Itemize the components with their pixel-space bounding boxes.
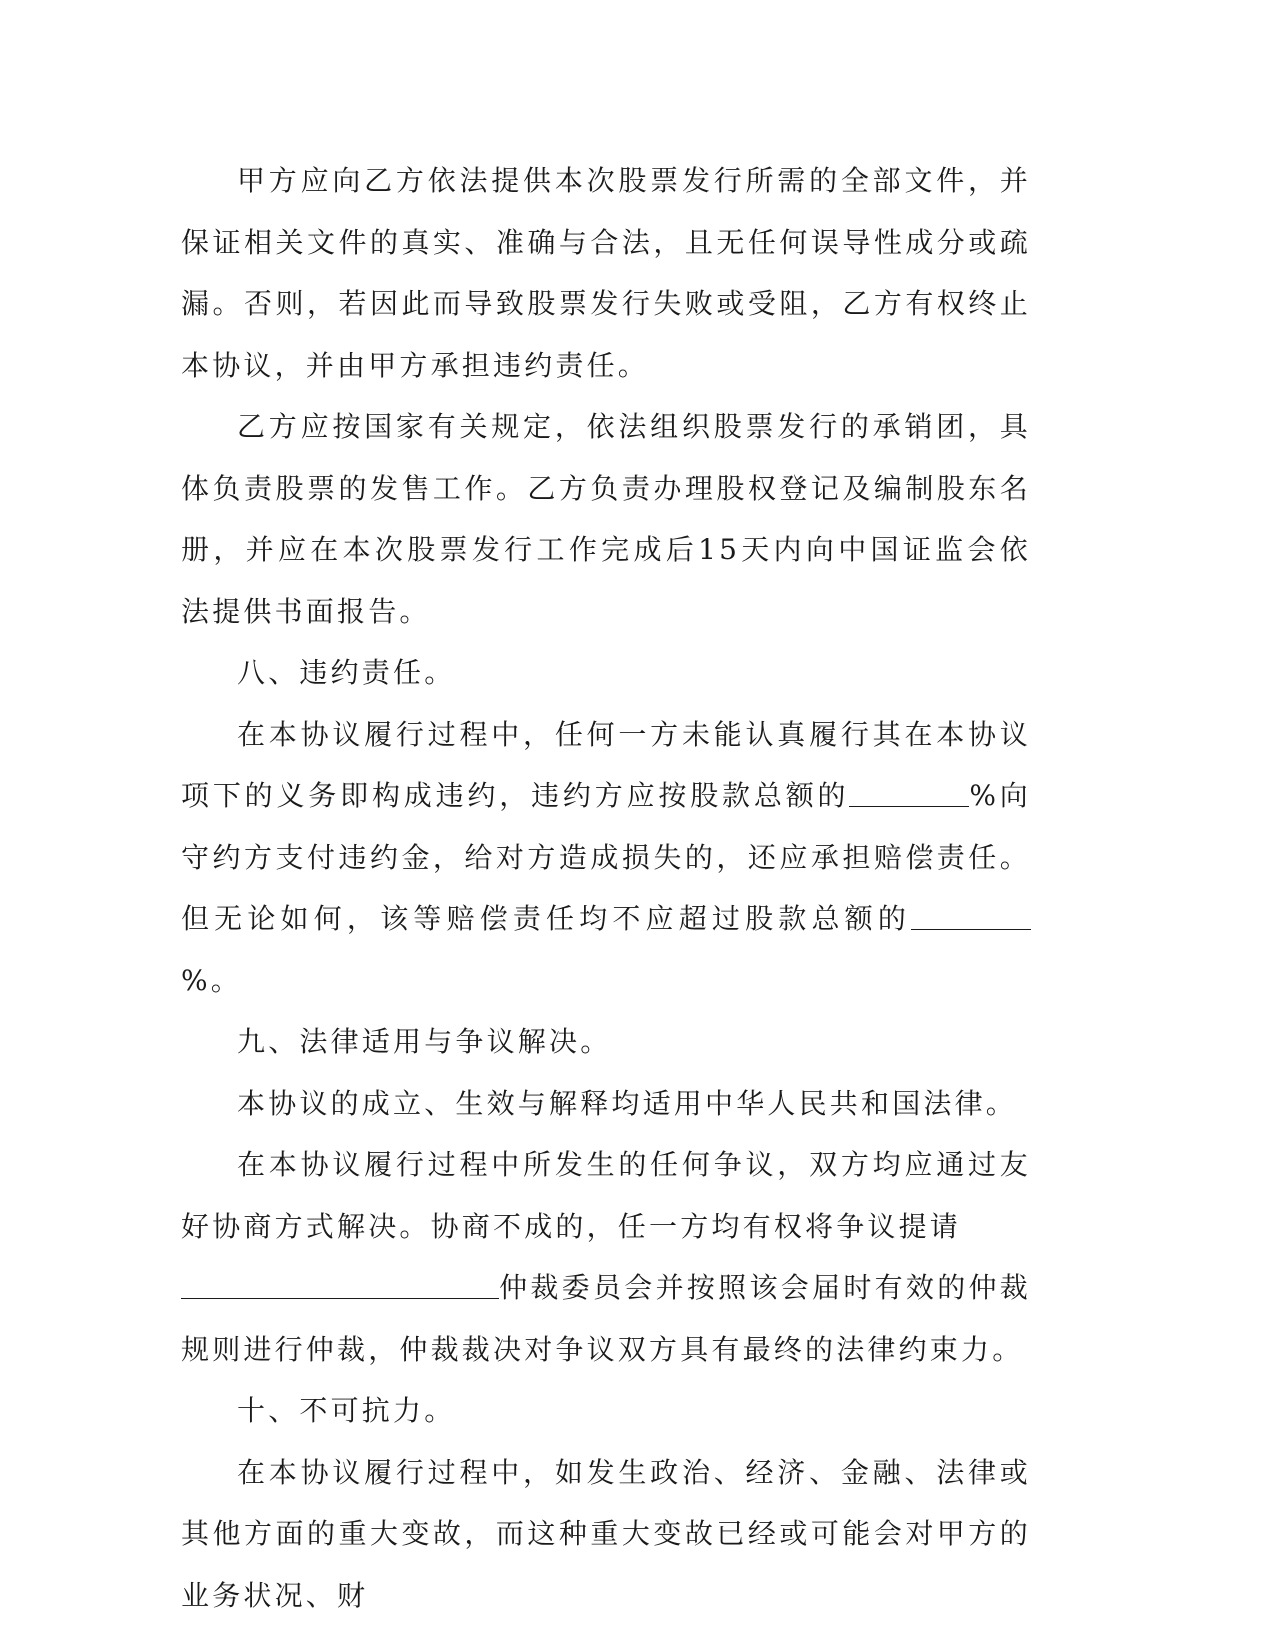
paragraph-underwriting-obligation: 乙方应按国家有关规定，依法组织股票发行的承销团，具体负责股票的发售工作。乙方负责办理股权登记及编制股东名册，并应在本次股票发行工作完成后15天内向中国证监会依法提供书面报告。: [181, 410, 1031, 628]
paragraph-dispute-resolution: [181, 1134, 1031, 1380]
breach-text-part1: 在本协议履行过程中，任何一方未能认真履行其在本协议项下的义务即构成违约，违约方应按股款总额的: [181, 717, 1031, 812]
penalty-percent-blank: [849, 776, 969, 807]
breach-text-part3: %。: [181, 963, 243, 997]
paragraph-governing-law: 本协议的成立、生效与解释均适用中华人民共和国法律。: [237, 1086, 1018, 1120]
paragraph-documents-obligation: 甲方应向乙方依法提供本次股票发行所需的全部文件，并保证相关文件的真实、准确与合法，且无任何误导性成分或疏漏。否则，若因此而导致股票发行失败或受阻，乙方有权终止本协议，并由甲方承担违约责任。: [181, 164, 1031, 382]
dispute-text-part2: 仲裁委员会并按照该会届时有效的仲裁规则进行仲裁，仲裁裁决对争议双方具有最终的法律约束力。: [181, 1271, 1031, 1366]
heading-governing-law: 九、法律适用与争议解决。: [237, 1025, 612, 1058]
breach-text-part2: %向守约方支付违约金，给对方造成损失的，还应承担赔偿责任。但无论如何，该等赔偿责任均不应超过股款总额的: [181, 779, 1031, 935]
heading-force-majeure: 十、不可抗力。: [237, 1394, 456, 1427]
arbitration-commission-blank: [181, 1268, 499, 1299]
dispute-text-part1: 在本协议履行过程中所发生的任何争议，双方均应通过友好协商方式解决。协商不成的，任一方均有权将争议提请: [181, 1148, 1031, 1243]
paragraph-breach-liability: [181, 704, 1031, 1012]
cap-percent-blank: [911, 899, 1031, 930]
document-page: [181, 150, 1031, 1626]
heading-breach-liability: 八、违约责任。: [237, 656, 456, 689]
paragraph-force-majeure: 在本协议履行过程中，如发生政治、经济、金融、法律或其他方面的重大变故，而这种重大变故已经或可能会对甲方的业务状况、财: [181, 1455, 1031, 1612]
